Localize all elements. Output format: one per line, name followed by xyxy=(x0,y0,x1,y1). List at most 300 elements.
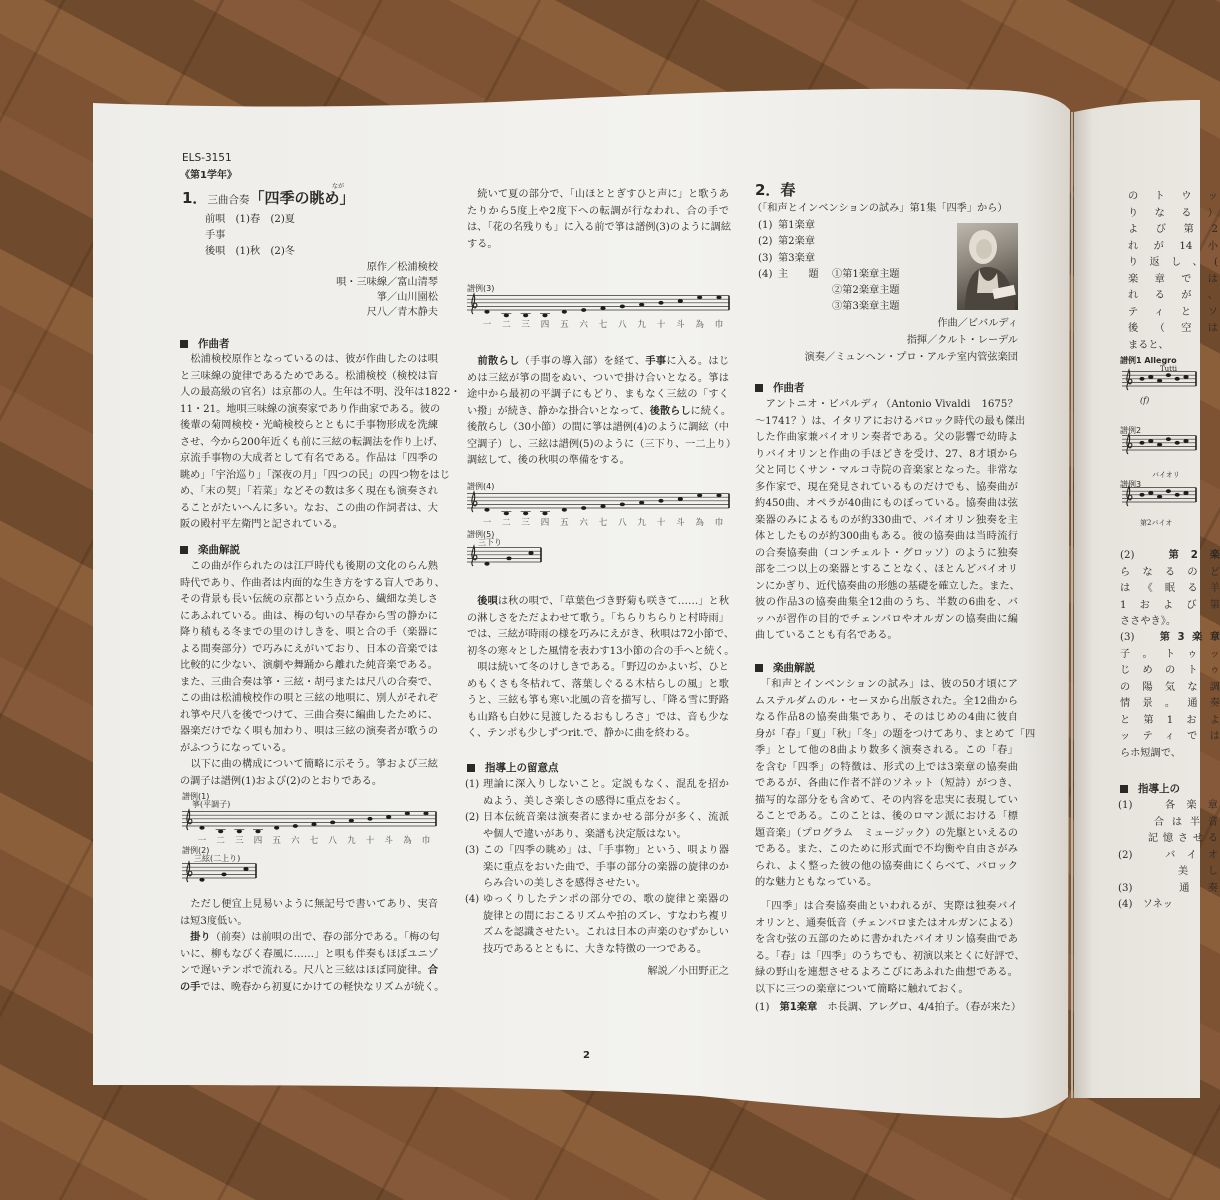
guidance-item-1 xyxy=(465,777,729,810)
koto-string-numeral: 五 xyxy=(272,836,281,846)
text-line: たりから5度上や2度下への転調が行なわれ、合の手で xyxy=(467,205,729,217)
note-head xyxy=(1157,495,1162,499)
note-head xyxy=(639,303,644,307)
item-number: (4) xyxy=(465,894,480,905)
text-line: 記憶させる xyxy=(1118,833,1218,844)
text-line: よび第2 xyxy=(1128,224,1218,235)
text-line: ただし便宜上見易いように無記号で書いてあり、実音 xyxy=(180,899,438,910)
notation-example-2 xyxy=(180,860,260,886)
text-line: ティとソ xyxy=(1128,306,1218,318)
note-head xyxy=(581,506,586,510)
text-line: 部を二つ以上の楽器とすることなく、ほとんどバイオリ xyxy=(755,564,1018,575)
note-head xyxy=(528,551,533,555)
text-line: 体としたものが約300曲もある。彼の協奏曲は当時流行 xyxy=(755,531,1018,542)
note-head xyxy=(697,296,702,300)
koto-string-numeral: 斗 xyxy=(384,836,393,846)
text-segment: (3) xyxy=(1120,632,1160,643)
movement-label: 第2楽章 xyxy=(778,236,816,248)
bold-term: 第2楽 xyxy=(1168,550,1220,561)
text-line: 題音楽」（プログラム ミュージック）の先駆といえるの xyxy=(755,827,1018,839)
text-line xyxy=(1120,548,1220,565)
text-line: 約450曲、オペラが40曲にものぼっている。協奏曲は弦 xyxy=(755,498,1018,509)
text-line: まると、 xyxy=(1128,339,1169,351)
text-line: 器楽だけでなく唄も加わり、唄は三絃の演奏者が歌うの xyxy=(180,726,438,737)
grade-label: 《第1学年》 xyxy=(180,170,237,181)
piece1-parts xyxy=(205,212,295,260)
winter-paragraph xyxy=(467,660,729,743)
note-head xyxy=(562,508,567,512)
koto-string-numeral: 一 xyxy=(482,518,492,528)
next-example3-upper: バイオリ xyxy=(1152,471,1180,479)
text-line: 松浦検校原作となっているのは、彼が作曲したのは唄 xyxy=(180,354,438,365)
prelude-paragraph xyxy=(180,930,445,996)
note-head xyxy=(484,562,489,566)
piece1-genre: 三曲合奏 xyxy=(207,194,250,206)
text-line xyxy=(180,963,438,980)
text-line: 曲していることも有名である。 xyxy=(755,630,898,641)
text-line: 阪の殿村平左衛門と記されている。 xyxy=(180,519,343,530)
text-line: 情景。通奏 xyxy=(1120,698,1220,709)
guidance-item-3 xyxy=(465,843,729,893)
structure-paragraph xyxy=(180,757,438,790)
note-head xyxy=(716,494,721,498)
next-notation-1 xyxy=(1120,370,1200,394)
text-line: その背景も長い伝統の京都という点から、繊細な美しさ xyxy=(180,594,438,605)
text-line: ぬよう、美しさ楽しさの感得に重点をおく。 xyxy=(483,795,687,807)
next-notation-3 xyxy=(1120,486,1200,510)
bold-term: 前散らし xyxy=(477,356,520,367)
text-line: (1) 各楽章 xyxy=(1118,800,1218,811)
credit-composer: 作曲／ビバルディ xyxy=(937,318,1018,329)
theme-item: ①第1楽章主題 xyxy=(832,268,900,280)
movement-item xyxy=(758,251,900,267)
note-head xyxy=(243,867,248,871)
part-atouta: 後唄 (1)秋 (2)冬 xyxy=(205,246,295,257)
note-head xyxy=(274,826,279,830)
note-head xyxy=(562,310,567,314)
koto-string-numeral: 十 xyxy=(656,320,666,330)
koto-string-numeral: 八 xyxy=(328,836,337,846)
text-line: 後（空は xyxy=(1128,323,1218,334)
piece1-credits xyxy=(280,260,438,320)
item-number: (2) xyxy=(465,812,480,823)
credit-shamisen: 唄・三味線／富山清琴 xyxy=(336,277,438,288)
koto-string-numeral: 三 xyxy=(521,518,530,528)
note-head xyxy=(1166,437,1171,441)
example5-label: 譜例(5) xyxy=(467,530,495,539)
text-segment: に入る。はじ xyxy=(666,356,730,367)
note-head xyxy=(1175,441,1180,445)
note-head xyxy=(1139,377,1144,381)
next-guidance-heading xyxy=(1120,781,1180,797)
koto-string-numeral: 四 xyxy=(253,836,263,846)
movement-label: 主 題 xyxy=(778,268,819,280)
koto-string-numeral: 巾 xyxy=(714,518,724,528)
text-line: 季」として他の8曲より数多く演奏される。この「春」 xyxy=(755,745,1018,756)
text-segment: では、晩春から初夏にかけての軽快なリズムが続く。 xyxy=(200,981,445,993)
koto-string-numeral: 四 xyxy=(540,320,550,330)
text-segment xyxy=(467,596,477,607)
text-line: 後輩の菊岡検校・光崎検校らとともに手事物形成を洗練 xyxy=(180,420,438,431)
piece2-subtitle: （「和声とインベンションの試み」第1集「四季」から） xyxy=(752,203,1008,214)
note-head xyxy=(423,812,428,816)
text-segment: (1) xyxy=(755,1002,780,1013)
koto-string-numeral: 十 xyxy=(656,518,666,528)
note-head xyxy=(1166,373,1171,377)
next-movement2-lines xyxy=(1120,548,1220,631)
note-head xyxy=(237,830,242,834)
text-line: 合は半音 xyxy=(1118,816,1218,828)
text-line: らみ合いの美しさを感得させたい。 xyxy=(483,878,646,889)
note-head xyxy=(542,512,547,516)
credit-original: 原作／松浦検校 xyxy=(366,262,438,273)
note-head xyxy=(386,815,391,819)
text-line: 父と同じくサン・マルコ寺院の音楽家となった。非常な xyxy=(755,465,1018,476)
text-line: 1および第 xyxy=(1120,599,1220,611)
note-head xyxy=(330,821,335,825)
text-line: (2) バイオ xyxy=(1118,849,1218,861)
text-segment: い撥」が続き、静かな掛合いとなって、 xyxy=(467,405,650,417)
note-head xyxy=(1148,375,1153,379)
text-line: る。「春」は「四季」のうちでも、初演以来とくに好評で、 xyxy=(755,950,1025,962)
koto-string-numeral: 斗 xyxy=(676,320,685,330)
note-head xyxy=(600,504,605,508)
guidance-item-4 xyxy=(465,892,729,958)
note-head xyxy=(1166,489,1171,493)
text-line: は《眠る羊 xyxy=(1120,583,1220,594)
note-head xyxy=(620,305,625,309)
text-segment: （前奏）は前唄の出で、春の部分である。「梅の匂 xyxy=(210,932,440,943)
example2-label: 譜例(2) xyxy=(182,846,210,855)
square-bullet-icon xyxy=(180,546,188,554)
text-line: ゆっくりしたテンポの部分での、歌の旋律と楽器の xyxy=(483,894,729,905)
item-text xyxy=(483,777,729,810)
note-head xyxy=(484,508,489,512)
text-line: られ、よく整った彼の他の協奏曲にくらべて、バロック xyxy=(755,860,1018,872)
credit-shakuhachi: 尺八／青木静夫 xyxy=(366,307,438,318)
text-line: りバイオリンと作曲の手ほどきを受け、27、8才頃から xyxy=(755,448,1018,460)
theme-item: ②第2楽章主題 xyxy=(832,285,900,297)
bold-term: の手 xyxy=(180,981,201,993)
piece1-name: 「四季の眺め」 xyxy=(249,189,355,207)
koto-string-numeral: 九 xyxy=(347,836,356,846)
note-head xyxy=(678,299,683,303)
text-line: ッティでは xyxy=(1120,731,1220,742)
note-head xyxy=(1139,493,1144,497)
text-line: じめのトゥ xyxy=(1120,665,1220,676)
movement-number: (1) xyxy=(758,220,773,231)
item-number: (3) xyxy=(465,845,480,856)
next-guidance-lines xyxy=(1118,798,1218,914)
text-line: 描写的な部分をも含めて、その内容を忠実に表現してい xyxy=(755,794,1018,806)
composer-paragraph xyxy=(180,352,461,534)
koto-string-numeral: 七 xyxy=(598,320,608,330)
text-line: オリンと、通奏低音（チェンバロまたはオルガンによる） xyxy=(755,917,1019,929)
note-head xyxy=(255,830,260,834)
text-line: 「和声とインベンションの試み」は、彼の50才頃にア xyxy=(755,679,1018,690)
text-line: 楽器のみによるものが約330曲で、バイオリン独奏を主 xyxy=(755,514,1018,526)
text-line: らホ短調で、 xyxy=(1120,747,1181,759)
text-segment: (2) xyxy=(1120,550,1169,561)
text-line xyxy=(1120,630,1220,647)
text-line: れるが、 xyxy=(1128,290,1218,301)
koto-string-numeral: 為 xyxy=(403,836,412,846)
text-line: 唄は続いて冬のけしきである。「野辺のかよいぢ、ひと xyxy=(467,662,729,673)
note-head xyxy=(658,301,663,305)
text-line: 理論に深入りしないこと。定説もなく、混乱を招か xyxy=(483,779,729,790)
text-line: この曲は松浦検校作の唄と三絃の地唄に、別人がそれぞ xyxy=(180,693,438,704)
note-head xyxy=(1183,439,1188,443)
note-paragraph xyxy=(180,897,438,930)
koto-string-numeral: 一 xyxy=(197,836,207,846)
note-head xyxy=(1183,375,1188,379)
heading-text: 楽曲解説 xyxy=(198,544,240,556)
note-head xyxy=(523,314,528,318)
section-heading-analysis xyxy=(180,542,240,558)
guidance-item-2 xyxy=(465,810,729,843)
text-line: 日本伝統音楽は演奏者にまかせる部分が多く、流派 xyxy=(483,812,729,823)
text-line: を含む弦の五部のために書かれたバイオリン協奏曲であ xyxy=(755,934,1018,945)
text-line: であるが、各曲に作者不詳のソネット（短詩）がつき、 xyxy=(755,778,1018,789)
notation-example-1 xyxy=(180,804,440,834)
example4-label: 譜例(4) xyxy=(467,482,495,491)
koto-string-numeral: 五 xyxy=(560,518,569,528)
treble-clef-icon xyxy=(1127,370,1132,390)
koto-string-numeral: 巾 xyxy=(421,836,431,846)
text-segment: に続く。 xyxy=(690,405,732,417)
text-line: 緑の野山を連想させるよろこびにあふれた曲想である。 xyxy=(755,967,1018,978)
next-example2-label: 譜例2 xyxy=(1120,426,1142,435)
note-head xyxy=(1148,439,1153,443)
movement-number: (4) xyxy=(758,268,773,280)
movement-item xyxy=(758,267,900,283)
bold-term: 第1楽章 xyxy=(779,1002,818,1013)
text-line: うと、三絃も箏も寒い北風の音を描写し、「降る雪に野路 xyxy=(467,695,729,706)
text-line: ッハが習作の目的でチェンバロやオルガンの協奏曲に編 xyxy=(755,613,1018,625)
ruby-reading: なが xyxy=(332,183,345,190)
four-seasons-analysis-paragraph xyxy=(755,677,1036,892)
bold-term: 手事 xyxy=(645,356,667,367)
text-line: と三味線の旋律であるためである。松浦検校（検校は盲 xyxy=(180,370,438,382)
koto-string-numeral: 三 xyxy=(235,836,244,846)
koto-string-numeral: 十 xyxy=(365,836,375,846)
item-text xyxy=(483,843,729,893)
note-head xyxy=(542,314,547,318)
tegoto-paragraph xyxy=(467,354,737,470)
next-example3-label: 譜例3 xyxy=(1120,480,1142,489)
text-line: させ、今から200年近くも前に三絃の転調法を作り上げ、 xyxy=(180,436,444,448)
koto-string-numeral: 八 xyxy=(618,320,627,330)
note-head xyxy=(311,822,316,826)
text-line xyxy=(755,1000,1022,1017)
text-line: く、テンポも少しずつrit.で、静かに曲を終わる。 xyxy=(467,728,696,739)
four-seasons-paragraph xyxy=(755,899,1025,998)
text-line: 的な魅力ともなっている。 xyxy=(755,877,878,888)
text-segment: ンで遅いテンポで流れる。尺八と三絃はほぼ同旋律。 xyxy=(180,965,428,976)
treble-clef-icon xyxy=(472,492,477,512)
note-head xyxy=(199,878,204,882)
text-line: 以下に曲の構成について簡略に示そう。箏および三絃 xyxy=(180,759,438,770)
koto-string-numeral: 二 xyxy=(216,836,225,846)
text-line: も山路も白妙に見渡したるおもしろさ」では、音も少な xyxy=(467,711,729,723)
koto-string-numerals xyxy=(465,516,733,528)
autumn-paragraph xyxy=(467,594,735,660)
text-segment: は秋の唄で、「草葉色づき野菊も咲きて……」と秋 xyxy=(497,596,730,607)
text-segment xyxy=(180,932,190,943)
summer-paragraph xyxy=(467,187,732,253)
square-bullet-icon xyxy=(755,664,763,672)
koto-string-numeral: 八 xyxy=(618,518,627,528)
example1-label: 譜例(1) xyxy=(182,792,210,801)
notation-example-5 xyxy=(465,544,545,570)
note-head xyxy=(504,512,509,516)
movement-list xyxy=(758,218,900,316)
text-line: この曲が作られたのは江戸時代も後期の文化のらん熟 xyxy=(180,561,438,572)
text-segment xyxy=(467,356,478,367)
note-head xyxy=(523,512,528,516)
next-example1-label: 譜例1 Allegro xyxy=(1120,356,1177,365)
text-line: アントニオ・ビバルディ（Antonio Vivaldi 1675？ xyxy=(755,399,1018,410)
heading-text: 指導上の xyxy=(1138,783,1180,795)
movement1-description xyxy=(755,1000,1022,1017)
credit-performer: 演奏／ミュンヘン・プロ・アルテ室内管弦楽団 xyxy=(804,352,1018,363)
heading-text: 指導上の留意点 xyxy=(485,762,559,774)
text-line: は、「花の名残りも」に入る前で箏は譜例(3)のように調絃 xyxy=(467,222,732,233)
text-line: れが14小 xyxy=(1128,240,1218,252)
section-heading-composer xyxy=(180,336,230,352)
text-line xyxy=(467,354,729,371)
text-line: 時代であり、作曲者は内面的な生き方をする盲人であり、 xyxy=(180,577,445,589)
text-line: 楽に重点をおいた曲で、手事の部分の楽器の旋律のか xyxy=(483,861,729,873)
portrait-figure-icon xyxy=(957,223,1018,310)
example2-sublabel: 三絃(二上り) xyxy=(194,854,241,863)
piece1-number: 1． xyxy=(182,189,208,207)
bold-term: 合 xyxy=(427,965,438,976)
section-heading-composer-2 xyxy=(755,380,805,396)
text-line: がふつうになっている。 xyxy=(180,742,293,754)
text-line: の調子は譜例(1)および(2)のとおりである。 xyxy=(180,775,383,787)
text-line: 旋律との間におこるリズムや拍のズレ、すなわち複リ xyxy=(483,910,729,922)
text-line: 眺め」「宇治巡り」「深夜の月」「四つの民」の四つ物をはじ xyxy=(180,469,450,481)
part-tegoto: 手事 xyxy=(205,230,226,241)
koto-string-numeral: 三 xyxy=(521,320,530,330)
theme-item: ③第3楽章主題 xyxy=(832,301,900,313)
next-movement3-lines xyxy=(1120,630,1220,762)
koto-string-numeral: 斗 xyxy=(676,518,685,528)
koto-string-numeral: 為 xyxy=(695,320,704,330)
text-line: 11・21。地唄三味線の演奏家であり作曲家である。彼の xyxy=(180,403,441,415)
text-line: 初冬の寒々とした風情を表わす13小節の合の手へと続く。 xyxy=(467,645,735,657)
movement-item xyxy=(758,234,900,250)
text-line: 空調子）し、三絃は譜例(5)のように（三下り、一二上り） xyxy=(467,438,737,450)
text-line: では、三絃が時雨の様を巧みにえがき、秋唄は72小節で、 xyxy=(467,629,735,640)
koto-string-numeral: 六 xyxy=(579,320,588,330)
text-line: ンにかぎり、近代協奏曲の形態の基礎を確立した。また、 xyxy=(755,580,1020,592)
text-line: や個人で違いがあり、楽譜も決定版はない。 xyxy=(483,828,687,840)
koto-string-numeral: 二 xyxy=(502,320,511,330)
note-head xyxy=(639,501,644,505)
item-number: (1) xyxy=(465,779,480,790)
text-line: り返し、( xyxy=(1128,257,1218,268)
credit-conductor: 指揮／クルト・レーデル xyxy=(906,335,1018,346)
text-line: と第1およ xyxy=(1120,714,1220,726)
text-line: 身が「春」「夏」「秋」「冬」の題をつけてあり、まとめて「四 xyxy=(755,728,1036,740)
text-line: 美し xyxy=(1118,866,1218,877)
text-line: この「四季の眺め」は、「手事物」という、唄より器 xyxy=(483,845,729,856)
text-line: の陽気な調 xyxy=(1120,681,1220,693)
note-head xyxy=(1183,491,1188,495)
note-head xyxy=(221,873,226,877)
text-line: する。 xyxy=(467,238,498,250)
next-page-top-lines xyxy=(1128,189,1218,354)
note-head xyxy=(484,310,489,314)
note-head xyxy=(1157,443,1162,447)
text-line: 後散らし（30小節）の間に箏は譜例(4)のように調絃（中 xyxy=(467,422,729,433)
text-line: 調絃して、後の秋唄の準備をする。 xyxy=(467,455,630,466)
koto-string-numeral: 二 xyxy=(502,518,511,528)
credit-koto: 箏／山川園松 xyxy=(376,292,438,303)
item-text xyxy=(483,810,729,843)
treble-clef-icon xyxy=(472,546,477,566)
note-head xyxy=(1175,377,1180,381)
text-line: ズムを認識させたい。これは日本の声楽のむずかしい xyxy=(483,927,729,938)
note-head xyxy=(1175,493,1180,497)
text-line: ることである。このことは、後のロマン派における「標 xyxy=(755,811,1018,822)
notation-example-3 xyxy=(465,290,733,318)
text-line: (3) 通奏 xyxy=(1118,882,1218,894)
text-line: は短3度低い。 xyxy=(180,915,248,927)
text-line xyxy=(180,980,445,997)
square-bullet-icon xyxy=(1120,785,1128,793)
next-example1-dynamic: (f) xyxy=(1140,396,1150,405)
notation-example-4 xyxy=(465,488,733,516)
koto-string-numeral: 七 xyxy=(309,836,319,846)
item-text xyxy=(483,892,729,958)
square-bullet-icon xyxy=(467,764,475,772)
note-head xyxy=(697,494,702,498)
heading-text: 楽曲解説 xyxy=(773,662,815,674)
koto-string-numeral: 六 xyxy=(579,518,588,528)
koto-string-numerals xyxy=(465,318,733,330)
note-head xyxy=(367,817,372,821)
text-line: ムステルダムのル・セーヌから出版された。全12曲から xyxy=(755,695,1018,707)
text-line: めは三絃が箏の間をぬい、ついで掛け合いとなる。箏は xyxy=(467,372,729,384)
koto-string-numeral: 四 xyxy=(540,518,550,528)
treble-clef-icon xyxy=(472,294,477,314)
koto-string-numeral: 九 xyxy=(637,320,646,330)
text-line: め、「末の契」「若菜」などその数は多く現在も演奏され xyxy=(180,486,438,497)
movement-number: (3) xyxy=(758,252,773,264)
text-line: よる間奏部分）で巧みにえがいており、日本の音楽では xyxy=(180,643,438,655)
movement-item xyxy=(758,218,900,234)
text-line: れ箏や尺八を後でつけて、三曲合奏に編曲したために、 xyxy=(180,709,438,721)
section-heading-guidance xyxy=(467,760,559,776)
text-line: いに、柳もなびく春風に……」と唄も伴奏もほぼユニゾ xyxy=(180,948,438,960)
koto-string-numerals xyxy=(180,834,440,846)
note-head xyxy=(504,314,509,318)
text-line: 京流手事物の大成者として有名である。作品は「四季の xyxy=(180,453,438,464)
text-line: ～1741？）は、イタリアにおけるバロック時代の最も傑出 xyxy=(755,415,1026,427)
text-line xyxy=(467,594,729,611)
text-line xyxy=(180,930,438,947)
text-line: のトウッ xyxy=(1128,191,1218,202)
treble-clef-icon xyxy=(1127,486,1132,506)
text-line: なる作品8の協奏曲集であり、そのはじめの4曲に彼自 xyxy=(755,712,1018,723)
piece2-heading: 2．春 xyxy=(755,181,796,199)
note-head xyxy=(293,824,298,828)
koto-string-numeral: 六 xyxy=(291,836,300,846)
movement-label: 第3楽章 xyxy=(778,252,816,264)
